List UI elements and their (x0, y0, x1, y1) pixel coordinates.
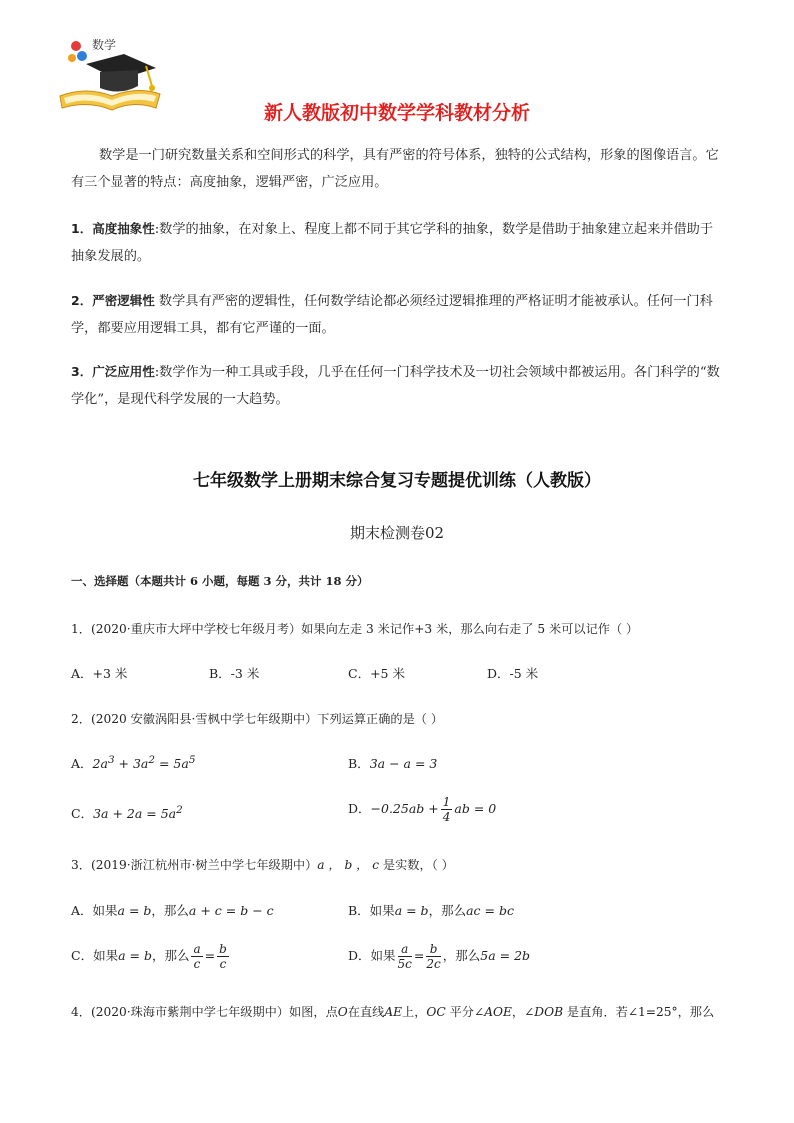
point-1 (71, 215, 726, 270)
point-3-text: :数学作为一种工具或手段，几乎在任何一门科学技术及一切社会领域中都被运用。各门科学的“数学化”，是现代科学发展的一大趋势。 (71, 365, 720, 407)
question-2-stem: 2．(2020 安徽涡阳县·雪枫中学七年级期中）下列运算正确的是（ ） (71, 712, 444, 726)
point-3-head: 3．广泛应用性 (71, 364, 155, 379)
option-c-expr: $3a + 2a = 5a^2$ (93, 804, 183, 822)
section-heading: 一、选择题（本题共计 6 小题，每题 3 分，共计 18 分） (71, 574, 369, 588)
question-1-stem: 1．(2020·重庆市大坪中学校七年级月考）如果向左走 3 米记作+3 米，那么向右走了 5 米可以记作（ ） (71, 622, 639, 636)
question-2-option-d: D．−0.25ab + $\frac{1}{4}$ ab = 0 (348, 795, 497, 824)
point-2-head: 2．严密逻辑性 (71, 293, 155, 308)
exam-subtitle: 期末检测卷02 (349, 524, 445, 542)
option-a-expr: $2a^3 + 3a^2 = 5a^5$ (92, 754, 196, 772)
question-1-option-a: A．+3 米 (71, 666, 128, 681)
question-2-option-a (71, 754, 195, 772)
point-2-text: 数学具有严密的逻辑性，任何数学结论都必须经过逻辑推理的严格证明才能被承认。任何一门科学，都要应用逻辑工具，都有它严谨的一面。 (71, 294, 713, 336)
point-1-head: 1．高度抽象性 (71, 221, 155, 236)
question-2-option-c: C．$3a + 2a = 5a^2$ (71, 804, 183, 822)
question-3-option-a: A．如果a = b，那么a + c = b − c (71, 903, 274, 918)
intro-paragraph: 数学是一门研究数量关系和空间形式的科学，具有严密的符号体系，独特的公式结构，形象的图像语言。它有三个显著的特点：高度抽象，逻辑严密，广泛应用。 (71, 148, 719, 190)
page-title: 新人教版初中数学学科教材分析 (263, 102, 530, 124)
question-1-option-c: C．+5 米 (348, 666, 405, 681)
point-3 (71, 358, 726, 413)
exam-title: 七年级数学上册期末综合复习专题提优训练（人教版） (193, 471, 601, 491)
question-3-option-d: D．如果 $\frac{a}{5c}$ = $\frac{b}{2c}$ ，那么5a = 2b (348, 942, 531, 971)
point-2 (71, 287, 726, 342)
question-1-option-b: B．-3 米 (209, 666, 260, 681)
point-1-text: :数学的抽象，在对象上、程度上都不同于其它学科的抽象，数学是借助于抽象建立起来并借助于抽象发展的。 (71, 222, 714, 264)
fraction: $\frac{1}{4}$ (442, 795, 451, 824)
question-2-option-b: B．3a − a = 3 (348, 756, 438, 771)
question-3-option-c: C．如果a = b，那么 $\frac{a}{c}$ = $\frac{b}{c}$ (71, 942, 227, 971)
question-4-stem: 4．(2020·珠海市紫荆中学七年级期中）如图，点O在直线AE上，OC 平分∠AOE，∠DOB 是直角．若∠1=25°，那么 (71, 1005, 715, 1019)
option-b-expr: 3a − a = 3 (369, 756, 438, 771)
question-3-stem: 3．(2019·浙江杭州市·树兰中学七年级期中）a ， b ， c 是实数，（ ） (71, 858, 454, 872)
logo-label: 数学 (92, 38, 117, 52)
question-1-option-d: D．-5 米 (487, 666, 539, 681)
option-a-label: A． (71, 756, 93, 772)
question-3-option-b: B．如果a = b，那么ac = bc (348, 903, 514, 918)
